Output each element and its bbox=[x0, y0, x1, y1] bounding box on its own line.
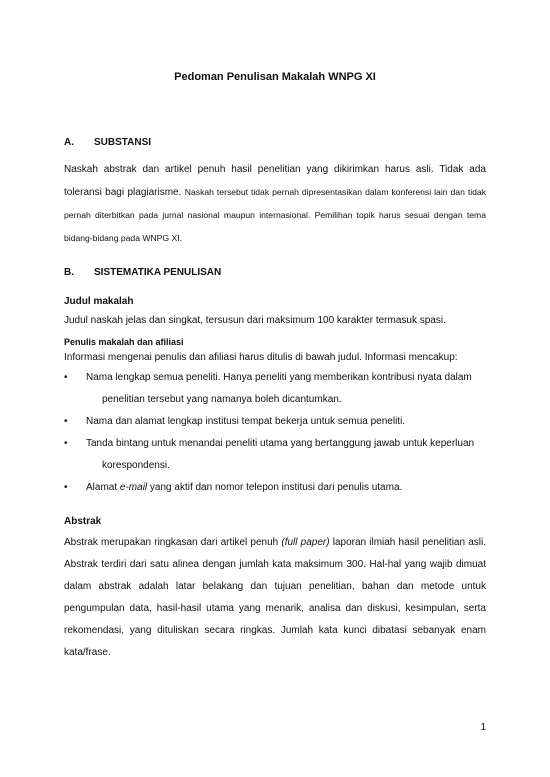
penulis-heading: Penulis makalah dan afiliasi bbox=[64, 337, 184, 347]
bullet-text-pre: Alamat bbox=[86, 482, 120, 493]
section-a-paragraph-main: Naskah abstrak dan artikel penuh hasil penelitian yang dikirimkan harus asli. Tidak ada toleransi bagi plagiarisme. bbox=[64, 164, 486, 198]
bullet-icon: • bbox=[64, 438, 68, 449]
abstrak-text-em: (full paper) bbox=[281, 537, 330, 548]
document-title: Pedoman Penulisan Makalah WNPG XI bbox=[174, 71, 376, 83]
section-a-heading bbox=[64, 136, 486, 149]
bullet-icon: • bbox=[64, 482, 68, 493]
bullet-text-line1: Nama lengkap semua peneliti. Hanya peneliti yang memberikan kontribusi nyata dalam bbox=[86, 372, 472, 383]
judul-text: Judul naskah jelas dan singkat, tersusun dari maksimum 100 karakter termasuk spasi. bbox=[64, 315, 446, 326]
abstrak-text-post: laporan ilmiah hasil penelitian asli. Abstrak terdiri dari satu alinea dengan jumlah kata maksimum 300. Hal-hal yang wajib dimuat dalam abstrak adalah latar belakang dan tujuan penelitian, bahan dan metode untuk pengumpulan data, hasil-hasil utama yang menarik, analisa dan diskusi, kesimpulan, serta rekomendasi, yang dituliskan secara ringkas. Jumlah kata kunci dibatasi sebanyak enam kata/frase. bbox=[64, 537, 486, 658]
bullet-text-line1: Nama dan alamat lengkap institusi tempat bekerja untuk semua peneliti. bbox=[86, 416, 406, 427]
abstrak-paragraph bbox=[64, 532, 486, 664]
page-number: 1 bbox=[480, 722, 486, 733]
list-item bbox=[64, 433, 486, 477]
bullet-text-post: yang aktif dan nomor telepon institusi dari penulis utama. bbox=[147, 482, 403, 493]
section-a-paragraph-small: Naskah tersebut tidak pernah dipresentasikan dalam konferensi lain dan tidak pernah diterbitkan pada jurnal nasional maupun internasional. Pemilihan topik harus sesuai dengan tema bidang-bidang pada WNPG XI. bbox=[64, 187, 487, 243]
section-a-title: SUBSTANSI bbox=[94, 137, 152, 148]
list-item bbox=[64, 411, 486, 433]
bullet-icon: • bbox=[64, 372, 68, 383]
penulis-intro: Informasi mengenai penulis dan afiliasi harus ditulis di bawah judul. Informasi mencakup: bbox=[64, 352, 458, 363]
penulis-bullet-list bbox=[64, 367, 486, 499]
list-item bbox=[64, 477, 486, 499]
abstrak-text-pre: Abstrak merupakan ringkasan dari artikel penuh bbox=[64, 537, 282, 548]
section-b-number: B. bbox=[64, 267, 74, 278]
bullet-text-em: e-mail bbox=[119, 482, 148, 493]
section-b-heading bbox=[64, 266, 486, 279]
section-b-title: SISTEMATIKA PENULISAN bbox=[94, 267, 222, 278]
bullet-text-line2: penelitian tersebut yang namanya boleh dicantumkan. bbox=[102, 394, 342, 405]
bullet-text-line1: Tanda bintang untuk menandai peneliti utama yang bertanggung jawab untuk keperluan bbox=[86, 438, 475, 449]
bullet-icon: • bbox=[64, 416, 68, 427]
bullet-text-line2: korespondensi. bbox=[102, 460, 170, 471]
section-a-paragraph bbox=[64, 159, 486, 250]
judul-heading: Judul makalah bbox=[64, 296, 134, 307]
abstrak-heading: Abstrak bbox=[64, 516, 102, 527]
section-a-number: A. bbox=[64, 137, 74, 148]
list-item bbox=[64, 367, 486, 411]
